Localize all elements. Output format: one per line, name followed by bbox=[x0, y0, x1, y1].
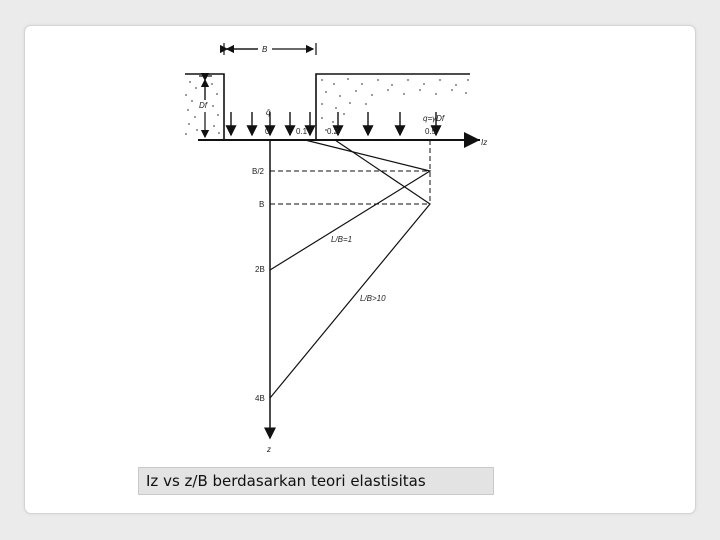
width-label: B bbox=[262, 45, 268, 54]
z-tick-1: B bbox=[259, 200, 265, 209]
curve-label-lb-1: L/B=1 bbox=[331, 235, 353, 244]
soil-right-region bbox=[321, 78, 469, 131]
z-tick-2: 2B bbox=[255, 265, 265, 274]
x-tick-1: 0.1 bbox=[296, 127, 308, 136]
curve-lb-10 bbox=[270, 140, 430, 398]
axis-z-label: z bbox=[267, 445, 271, 454]
depth-label: Df bbox=[199, 101, 207, 110]
axis-x-label: Iz bbox=[481, 138, 488, 147]
overburden-label: q=γDf bbox=[423, 114, 445, 123]
figure-caption: Iz vs z/B berdasarkan teori elastisitas bbox=[138, 467, 494, 495]
curve-label-lb-10: L/B>10 bbox=[360, 294, 386, 303]
x-tick-0: 0 bbox=[265, 127, 270, 136]
z-tick-3: 4B bbox=[255, 394, 265, 403]
curve-lb-1 bbox=[270, 140, 430, 270]
surcharge-label: q̄ bbox=[266, 108, 271, 117]
z-tick-0: B/2 bbox=[252, 167, 265, 176]
x-tick-3: 0.5 bbox=[425, 127, 437, 136]
x-tick-2: 0.2 bbox=[327, 127, 339, 136]
